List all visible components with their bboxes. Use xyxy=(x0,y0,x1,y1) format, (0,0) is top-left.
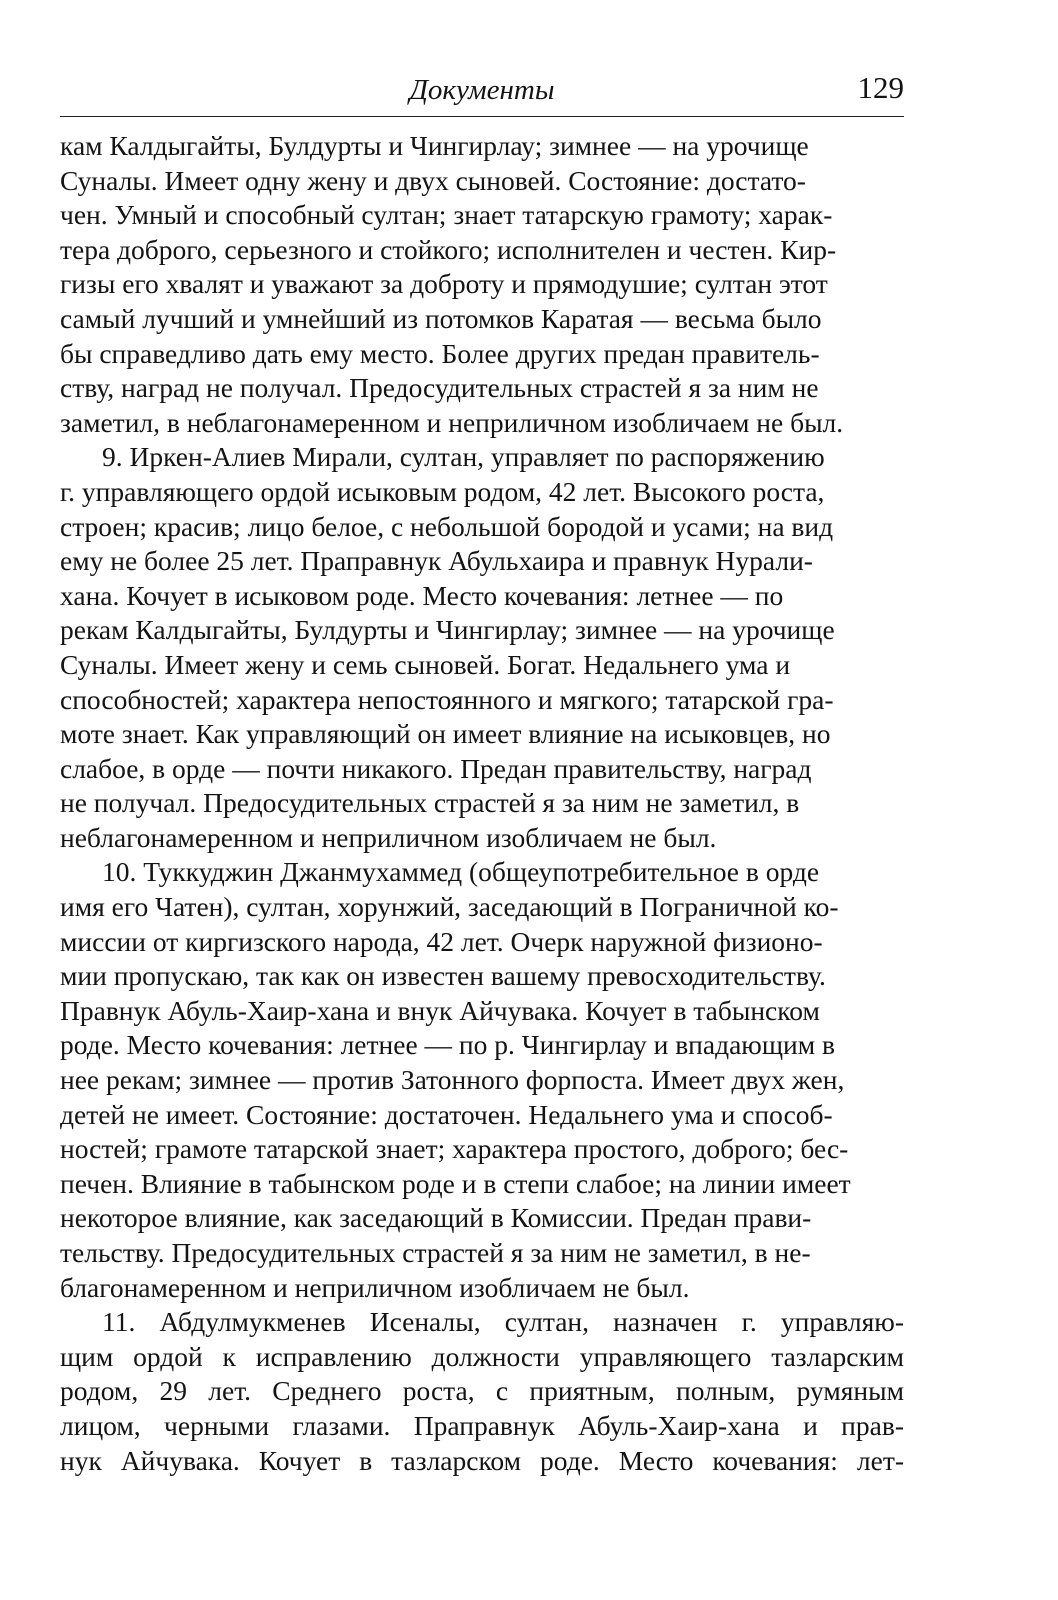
text-line: тельству. Предосудительных страстей я за ним не заметил, в не- xyxy=(60,1237,811,1268)
text-line: печен. Влияние в табынском роде и в степи слабое; на линии имеет xyxy=(60,1167,851,1199)
paragraph-entry-9 xyxy=(60,440,904,855)
text-line: слабое, в орде — почти никакого. Предан правительству, наград xyxy=(60,752,812,784)
running-title: Документы xyxy=(409,74,555,106)
text-line: ству, наград не получал. Предосудительных страстей я за ним не xyxy=(60,372,819,404)
text-line: бы справедливо дать ему место. Более других предан правитель- xyxy=(60,337,820,369)
text-line: заметил, в неблагонамеренном и неприличном изобличаем не был. xyxy=(60,406,844,438)
text-line: самый лучший и умнейший из потомков Каратая — весьма было xyxy=(60,302,822,334)
text-line: чен. Умный и способный султан; знает татарскую грамоту; харак- xyxy=(60,199,833,231)
text-line: 10. Туккуджин Джанмухаммед (общеупотребительное в орде xyxy=(102,856,820,888)
text-line: имя его Чатен), султан, хорунжий, заседающий в Пограничной ко- xyxy=(60,891,839,923)
text-line: ностей; грамоте татарской знает; характера простого, доброго; бес- xyxy=(60,1133,849,1165)
text-line: щим ордой к исправлению должности управляющего тазларским xyxy=(60,1340,904,1372)
text-line: гизы его хвалят и уважают за доброту и прямодушие; султан этот xyxy=(60,268,828,300)
text-line: 9. Иркен-Алиев Мирали, султан, управляет по распоряжению xyxy=(102,441,825,473)
text-line: Суналы. Имеет жену и семь сыновей. Богат. Недальнего ума и xyxy=(60,648,791,680)
text-line: неблагонамеренном и неприличном изобличаем не был. xyxy=(60,821,717,853)
text-line: строен; красив; лицо белое, с небольшой бородой и усами; на вид xyxy=(60,510,834,542)
page-header xyxy=(60,70,904,117)
text-line: способностей; характера непостоянного и мягкого; татарской гра- xyxy=(60,683,834,715)
text-line: детей не имеет. Состояние: достаточен. Недальнего ума и способ- xyxy=(60,1098,833,1130)
text-line: тера доброго, серьезного и стойкого; исполнителен и честен. Кир- xyxy=(60,233,837,265)
text-line: нук Айчувака. Кочует в тазларском роде. Место кочевания: лет- xyxy=(60,1444,904,1476)
text-line: Суналы. Имеет одну жену и двух сыновей. Состояние: достато- xyxy=(60,164,806,196)
text-line: миссии от киргизского народа, 42 лет. Очерк наружной физионо- xyxy=(60,925,823,957)
text-line: моте знает. Как управляющий он имеет влияние на исыковцев, но xyxy=(60,718,831,750)
text-line: роде. Место кочевания: летнее — по р. Чингирлау и впадающим в xyxy=(60,1029,835,1061)
text-line: благонамеренном и неприличном изобличаем не был. xyxy=(60,1271,690,1303)
paragraph-entry-10 xyxy=(60,855,904,1305)
text-line: кам Калдыгайты, Булдурты и Чингирлау; зимнее — на урочище xyxy=(60,130,809,161)
text-line: мии пропускаю, так как он известен вашему превосходительству. xyxy=(60,960,826,992)
text-line: г. управляющего ордой исыковым родом, 42 лет. Высокого роста, xyxy=(60,475,825,507)
paragraph-entry-11 xyxy=(60,1305,904,1478)
text-line: рекам Калдыгайты, Булдурты и Чингирлау; зимнее — на урочище xyxy=(60,614,835,646)
text-line: родом, 29 лет. Среднего роста, с приятным, полным, румяным xyxy=(60,1375,904,1407)
text-line: хана. Кочует в исыковом роде. Место кочевания: летнее — по xyxy=(60,579,784,611)
text-line: не получал. Предосудительных страстей я за ним не заметил, в xyxy=(60,787,800,819)
text-line: нее рекам; зимнее — против Затонного форпоста. Имеет двух жен, xyxy=(60,1064,845,1096)
text-line: ему не более 25 лет. Праправнук Абульхаира и правнук Нурали- xyxy=(60,545,813,577)
text-line: Правнук Абуль-Хаир-хана и внук Айчувака. Кочует в табынском xyxy=(60,994,820,1026)
text-line: некоторое влияние, как заседающий в Комиссии. Предан прави- xyxy=(60,1202,812,1234)
text-body xyxy=(60,129,904,1478)
text-line: лицом, черными глазами. Праправнук Абуль-Хаир-хана и прав- xyxy=(60,1409,904,1441)
paragraph-continuation xyxy=(60,129,904,440)
page-number: 129 xyxy=(857,70,904,105)
text-line: 11. Абдулмукменев Исеналы, султан, назначен г. управляю- xyxy=(102,1306,904,1338)
